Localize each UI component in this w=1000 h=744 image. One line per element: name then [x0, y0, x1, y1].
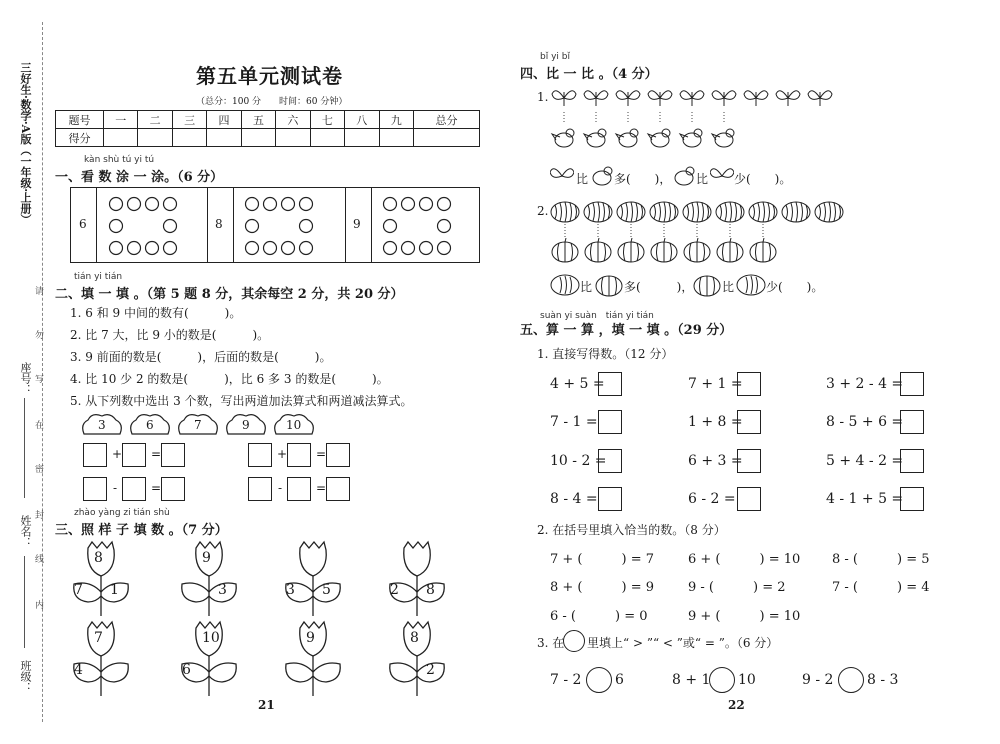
answer-box[interactable]	[161, 477, 185, 501]
compare-blank[interactable]: 少( )。	[766, 280, 824, 294]
tulip-left-number[interactable]	[390, 662, 404, 678]
score-cell: 七	[310, 111, 344, 129]
score-cell: 一	[104, 111, 138, 129]
section-5-title: 五、算 一 算 ，填 一 填 。（29 分）	[520, 323, 733, 338]
watermelon-icon	[550, 274, 580, 296]
compare-blank[interactable]: 多( )，	[624, 280, 694, 294]
calc-expression: 1 + 8 =	[688, 414, 743, 430]
calc-answer-box[interactable]	[598, 449, 622, 473]
calc-expression: 6 + 3 =	[688, 453, 743, 469]
equals-sign: =	[316, 447, 327, 461]
calc-expression: 8 - 4 =	[550, 491, 598, 507]
number-card: 7	[194, 418, 202, 432]
answer-box[interactable]	[83, 443, 107, 467]
butterfly-icon	[710, 166, 734, 186]
plus-sign: +	[277, 447, 288, 461]
compare-right: 6	[615, 672, 624, 688]
color-count-label: 9	[353, 217, 361, 231]
seat-label: 座号：	[19, 362, 32, 395]
bracket-equation[interactable]: 9 - ( ) = 2	[688, 580, 786, 595]
cut-char: 勿	[35, 331, 45, 341]
score-cell: 五	[241, 111, 275, 129]
score-header-row	[56, 111, 480, 129]
bracket-equation[interactable]: 7 + ( ) = 7	[550, 552, 655, 567]
bracket-equation[interactable]: 7 - ( ) = 4	[832, 580, 930, 595]
tulip-top-number: 9	[202, 550, 211, 566]
equals-sign: =	[151, 447, 162, 461]
section-pinyin: suàn yi suàn tián yi tián	[540, 311, 654, 321]
fill-question: 5. 从下列数中选出 3 个数，写出两道加法算式和两道减法算式。	[70, 394, 413, 408]
part-title: 2. 在括号里填入恰当的数。（8 分）	[537, 523, 726, 537]
calc-answer-box[interactable]	[598, 410, 622, 434]
calc-expression: 10 - 2 =	[550, 453, 607, 469]
answer-box[interactable]	[248, 477, 272, 501]
part-title-a: 3. 在	[537, 636, 565, 650]
compare-circle[interactable]	[586, 667, 612, 693]
number-card: 3	[98, 418, 106, 432]
compare-text: 比	[580, 280, 593, 294]
answer-box[interactable]	[122, 443, 146, 467]
compare-left: 7 - 2	[550, 672, 582, 688]
score-cell: 三	[172, 111, 206, 129]
dotted-guides	[552, 224, 792, 238]
section-3-title: 三、照 样 子 填 数 。（7 分）	[55, 523, 228, 538]
bracket-equation[interactable]: 6 + ( ) = 10	[688, 552, 801, 567]
page-number-right: 22	[728, 698, 745, 712]
tulip-right-number[interactable]	[218, 662, 232, 678]
pumpkin-icon	[692, 273, 722, 297]
fill-question[interactable]: 4. 比 10 少 2 的数是( )，比 6 多 3 的数是( )。	[70, 372, 389, 386]
score-input-cell[interactable]	[104, 129, 138, 147]
answer-box[interactable]	[161, 443, 185, 467]
q-number: 1.	[537, 90, 549, 104]
tulip-flower	[384, 620, 448, 702]
score-input-cell[interactable]	[207, 129, 241, 147]
score-cell: 得分	[56, 129, 104, 147]
answer-box[interactable]	[326, 477, 350, 501]
tulip-flower	[68, 540, 132, 622]
circle-group[interactable]	[107, 194, 199, 258]
tulip-right-number: 3	[218, 582, 227, 598]
tulip-flower	[68, 620, 132, 702]
tulip-flower	[280, 620, 344, 702]
compare-left: 8 + 1	[672, 672, 711, 688]
calc-answer-box[interactable]	[737, 487, 761, 511]
calc-expression: 8 - 5 + 6 =	[826, 414, 904, 430]
page-title: 第五单元测试卷	[196, 64, 343, 88]
tulip-left-number: 6	[182, 662, 191, 678]
cut-char: 密	[35, 465, 45, 475]
section-4-title: 四、比 一 比 。（4 分）	[520, 67, 658, 82]
calc-expression: 3 + 2 - 4 =	[826, 376, 904, 392]
section-pinyin: bǐ yi bǐ	[540, 52, 570, 62]
answer-box[interactable]	[83, 477, 107, 501]
section-pinyin: tián yi tián	[74, 272, 123, 282]
score-cell: 八	[345, 111, 379, 129]
calc-answer-box[interactable]	[900, 410, 924, 434]
book-label: 三好生·数学·A版（一年级·上册）	[19, 62, 32, 226]
compare-blank[interactable]: 多( )，	[614, 172, 672, 186]
score-cell: 总分	[413, 111, 479, 129]
plus-sign: +	[112, 447, 123, 461]
butterfly-icons	[550, 86, 840, 110]
cut-char: 写	[35, 375, 45, 385]
number-card: 6	[146, 418, 154, 432]
tulip-flower	[176, 540, 240, 622]
pumpkin-icons	[550, 238, 790, 264]
compare-text: 比	[696, 172, 709, 186]
fill-question[interactable]: 2. 比 7 大，比 9 小的数是( )。	[70, 328, 270, 342]
calc-answer-box[interactable]	[737, 449, 761, 473]
dotted-guides	[552, 112, 752, 124]
answer-box[interactable]	[248, 443, 272, 467]
answer-box[interactable]	[122, 477, 146, 501]
tulip-top-number: 10	[202, 630, 220, 646]
tulip-left-number: 4	[74, 662, 83, 678]
equals-sign: =	[316, 481, 327, 495]
answer-box[interactable]	[287, 477, 311, 501]
section-pinyin: zhào yàng zi tián shù	[74, 508, 170, 518]
tulip-left-number: 7	[74, 582, 83, 598]
score-table	[55, 110, 480, 147]
calc-expression: 4 - 1 + 5 =	[826, 491, 904, 507]
score-value-row	[56, 129, 480, 147]
calc-answer-box[interactable]	[900, 449, 924, 473]
circle-panel	[70, 187, 480, 263]
section-pinyin: kàn shù tú yi tú	[84, 155, 155, 165]
score-input-cell[interactable]	[413, 129, 479, 147]
cut-char: 请	[35, 287, 45, 297]
section-1-title: 一、看 数 涂 一 涂。（6 分）	[55, 170, 224, 185]
score-input-cell[interactable]	[138, 129, 172, 147]
tulip-flower	[176, 620, 240, 702]
compare-text: 比	[576, 172, 589, 186]
calc-expression: 7 - 1 =	[550, 414, 598, 430]
calc-expression: 5 + 4 - 2 =	[826, 453, 904, 469]
calc-answer-box[interactable]	[598, 372, 622, 396]
tulip-right-number: 2	[426, 662, 435, 678]
bird-icon	[590, 164, 614, 186]
fill-question[interactable]: 1. 6 和 9 中间的数有( )。	[70, 306, 242, 320]
tulip-right-number: 1	[110, 582, 119, 598]
tulip-left-number: 2	[390, 582, 399, 598]
score-input-cell[interactable]	[379, 129, 413, 147]
pumpkin-icon	[594, 273, 624, 297]
color-count-label: 6	[79, 217, 87, 231]
equals-sign: =	[151, 481, 162, 495]
butterfly-icon	[550, 166, 574, 186]
circle-group[interactable]	[381, 194, 473, 258]
score-cell: 题号	[56, 111, 104, 129]
bracket-equation[interactable]: 6 - ( ) = 0	[550, 609, 648, 624]
calc-answer-box[interactable]	[737, 372, 761, 396]
bracket-equation[interactable]: 8 - ( ) = 5	[832, 552, 930, 567]
tulip-top-number: 9	[306, 630, 315, 646]
bracket-equation[interactable]: 8 + ( ) = 9	[550, 580, 655, 595]
cut-char: 内	[35, 601, 45, 611]
tulip-top-number[interactable]	[306, 550, 320, 566]
compare-circle[interactable]	[709, 667, 735, 693]
tulip-top-number[interactable]	[410, 550, 424, 566]
answer-box[interactable]	[287, 443, 311, 467]
page-subtitle: （总分：100 分 时间：60 分钟）	[196, 97, 348, 107]
calc-expression: 4 + 5 =	[550, 376, 605, 392]
compare-text: 比	[722, 280, 735, 294]
compare-circle[interactable]	[838, 667, 864, 693]
tulip-top-number: 8	[94, 550, 103, 566]
name-line	[24, 556, 25, 648]
calc-expression: 6 - 2 =	[688, 491, 736, 507]
score-input-cell[interactable]	[310, 129, 344, 147]
tulip-right-number[interactable]	[110, 662, 124, 678]
q-number: 2.	[537, 204, 549, 218]
tulip-top-number: 7	[94, 630, 103, 646]
score-input-cell[interactable]	[241, 129, 275, 147]
score-cell: 二	[138, 111, 172, 129]
watermelon-icon	[736, 274, 766, 296]
score-input-cell[interactable]	[345, 129, 379, 147]
section-2-title: 二、填 一 填 。（第 5 题 8 分，其余每空 2 分，共 20 分）	[55, 287, 404, 302]
compare-blank[interactable]: 少( )。	[734, 172, 792, 186]
compare-right: 10	[738, 672, 756, 688]
tulip-flower	[280, 540, 344, 622]
number-card: 9	[242, 418, 250, 432]
bracket-equation[interactable]: 9 + ( ) = 10	[688, 609, 801, 624]
class-label: 班级：	[19, 660, 32, 693]
calc-expression: 7 + 1 =	[688, 376, 743, 392]
tulip-right-number: 5	[322, 582, 331, 598]
cut-char: 在	[35, 421, 45, 431]
score-cell: 九	[379, 111, 413, 129]
bird-icons	[550, 124, 760, 152]
compare-circle-icon	[563, 630, 585, 652]
calc-answer-box[interactable]	[737, 410, 761, 434]
tulip-left-number: 3	[286, 582, 295, 598]
answer-box[interactable]	[326, 443, 350, 467]
part-title-b: 里填上“ > ”“ < ”或“ = ”。（6 分）	[587, 636, 779, 650]
tulip-left-number[interactable]	[182, 582, 196, 598]
color-count-label: 8	[215, 217, 223, 231]
minus-sign: -	[113, 481, 118, 495]
page-number-left: 21	[258, 698, 275, 712]
tulip-right-number[interactable]	[322, 662, 336, 678]
minus-sign: -	[278, 481, 283, 495]
tulip-flower	[384, 540, 448, 622]
score-cell: 四	[207, 111, 241, 129]
compare-right: 8 - 3	[867, 672, 899, 688]
part-title: 1. 直接写得数。（12 分）	[537, 347, 674, 361]
watermelon-icons	[550, 200, 850, 224]
tulip-left-number[interactable]	[286, 662, 300, 678]
score-cell: 六	[276, 111, 310, 129]
cut-char: 线	[35, 555, 45, 565]
calc-answer-box[interactable]	[598, 487, 622, 511]
tulip-top-number: 8	[410, 630, 419, 646]
calc-answer-box[interactable]	[900, 372, 924, 396]
seat-line	[24, 398, 25, 498]
calc-answer-box[interactable]	[900, 487, 924, 511]
fill-question[interactable]: 3. 9 前面的数是( )，后面的数是( )。	[70, 350, 332, 364]
tulip-right-number: 8	[426, 582, 435, 598]
cut-char: 封	[35, 511, 45, 521]
number-card: 10	[286, 418, 302, 432]
compare-left: 9 - 2	[802, 672, 834, 688]
score-input-cell[interactable]	[172, 129, 206, 147]
bird-icon	[672, 164, 696, 186]
score-input-cell[interactable]	[276, 129, 310, 147]
name-label: 姓名：	[19, 515, 32, 548]
circle-group[interactable]	[243, 194, 335, 258]
